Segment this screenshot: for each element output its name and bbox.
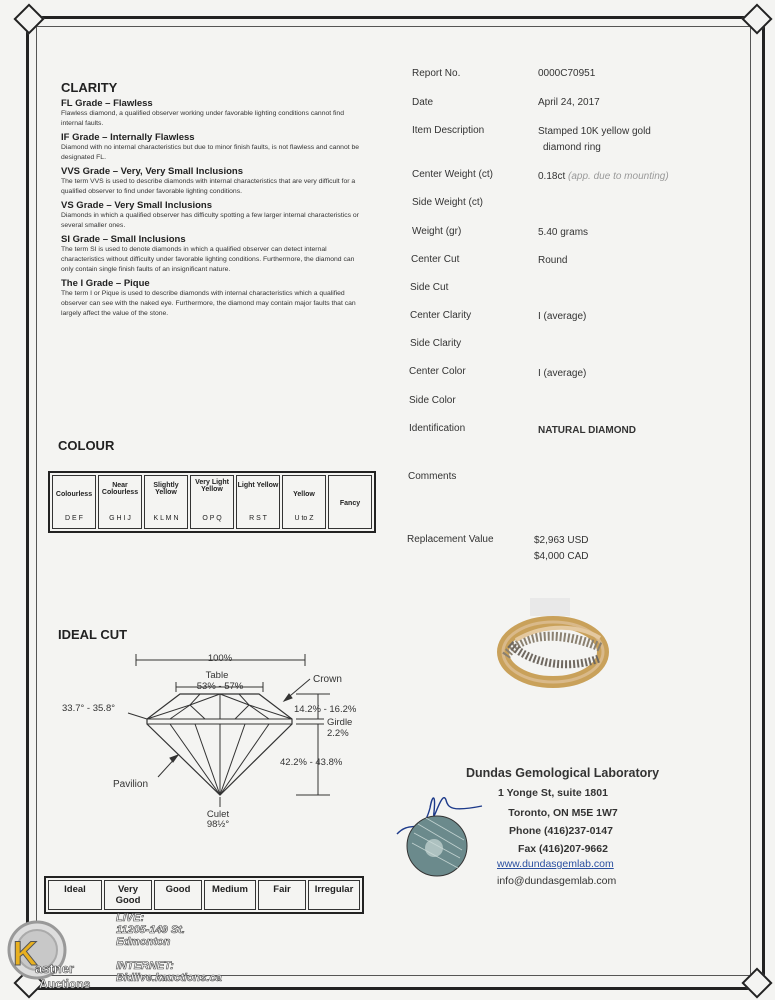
report-label: Side Color — [409, 395, 456, 406]
girdle-pct-label: 2.2% — [327, 728, 349, 739]
report-value: 0.18ct (app. due to mounting) — [538, 171, 669, 182]
lab-address: Toronto, ON M5E 1W7 — [508, 807, 618, 819]
report-label: Replacement Value — [407, 534, 494, 545]
clarity-section — [61, 80, 366, 319]
clarity-title: CLARITY — [61, 80, 118, 95]
colour-cell-letters: O P Q — [202, 515, 222, 522]
live-city: Edmonton — [116, 936, 171, 948]
colour-cell — [282, 475, 326, 529]
clarity-grade — [61, 166, 366, 197]
svg-text:K: K — [13, 935, 38, 973]
colour-cell-label: Yellow — [293, 491, 315, 498]
ring-photo — [496, 596, 612, 690]
colour-cell-letters: D E F — [65, 515, 83, 522]
grade-text: The term I or Pique is used to describe diamonds with internal characteristics which a qualified observer can see with the naked eye. Furthermore, the diamond may contain major faults that can largely affect the value of the stone. — [61, 290, 356, 317]
colour-title: COLOUR — [58, 438, 115, 453]
crown-angle-label: 33.7° - 35.8° — [62, 703, 116, 714]
colour-cell — [52, 475, 96, 529]
colour-cell-letters: G H I J — [109, 515, 131, 522]
internet-label: INTERNET: — [116, 960, 174, 972]
grade-title: SI Grade – Small Inclusions — [61, 234, 186, 245]
report-label: Side Weight (ct) — [412, 197, 483, 208]
watermark-internet-block — [116, 960, 222, 984]
diamond-diagram — [40, 645, 380, 830]
lab-fax: Fax (416)207-9662 — [518, 843, 608, 855]
clarity-grade — [61, 98, 366, 129]
colour-cell-label: Very Light Yellow — [195, 479, 229, 493]
colour-scale-table — [48, 471, 376, 533]
report-label: Center Color — [409, 366, 466, 377]
lab-phone: Phone (416)237-0147 — [509, 825, 613, 837]
cut-grade-cell: Ideal — [48, 880, 102, 910]
cut-grade-cell: Medium — [204, 880, 256, 910]
girdle-label: Girdle — [327, 717, 353, 728]
clarity-grade — [61, 278, 366, 319]
colour-cell-letters: R S T — [249, 515, 267, 522]
report-value: 5.40 grams — [538, 227, 589, 238]
grade-text: The term SI is used to denote diamonds in which a qualified observer can detect internal characteristics without difficulty under favorable lighting conditions. Furthermore, the diamond can only contain single finish faults of an insignificant nature. — [61, 246, 355, 273]
report-label: Comments — [408, 471, 457, 482]
grade-text: Diamonds in which a qualified observer has difficulty spotting a few larger internal characteristics or several smaller ones. — [61, 212, 359, 229]
colour-cell — [98, 475, 142, 529]
live-label: LIVE: — [116, 912, 145, 924]
colour-cell — [190, 475, 234, 529]
colour-cell-letters: U to Z — [294, 515, 314, 522]
lab-name: Dundas Gemological Laboratory — [466, 766, 660, 780]
grade-text: Diamond with no internal characteristics but due to minor finish faults, is not flawless and cannot be designated FL. — [61, 144, 360, 161]
cut-grade-cell: Very Good — [104, 880, 152, 910]
grade-title: VVS Grade – Very, Very Small Inclusions — [61, 166, 243, 177]
report-value: April 24, 2017 — [538, 97, 600, 108]
lab-website-link[interactable]: www.dundasgemlab.com — [497, 858, 614, 870]
lab-seal-signature — [392, 778, 492, 883]
live-address: 11205-149 St. — [116, 924, 185, 936]
total-width-label: 100% — [207, 653, 233, 664]
internet-url[interactable]: Bidlive.kauctions.ca — [116, 972, 222, 984]
grade-text: Flawless diamond, a qualified observer working under favorable lighting conditions cannot find internal faults. — [61, 110, 344, 127]
crown-label: Crown — [313, 674, 342, 685]
report-value: Round — [538, 255, 568, 266]
colour-cell-label: Fancy — [339, 500, 361, 507]
report-value: I (average) — [538, 368, 587, 379]
colour-cell-label: Light Yellow — [237, 482, 279, 489]
report-value-line2: $4,000 CAD — [534, 551, 589, 562]
watermark-live-block — [116, 912, 185, 948]
colour-cell — [328, 475, 372, 529]
colour-cell — [144, 475, 188, 529]
report-value: NATURAL DIAMOND — [538, 425, 636, 436]
report-label: Side Cut — [410, 282, 449, 293]
report-value: $2,963 USD — [534, 535, 589, 546]
grade-title: FL Grade – Flawless — [61, 98, 153, 109]
report-label: Item Description — [412, 125, 485, 136]
lab-email: info@dundasgemlab.com — [497, 875, 617, 887]
pavilion-label: Pavilion — [113, 779, 149, 790]
clarity-grade — [61, 234, 366, 275]
colour-cell-label: Near Colourless — [101, 482, 139, 496]
report-label: Center Cut — [411, 254, 460, 265]
report-value: I (average) — [538, 311, 587, 322]
report-label: Center Weight (ct) — [412, 169, 493, 180]
clarity-grade — [61, 132, 366, 163]
colour-cell — [236, 475, 280, 529]
report-label: Weight (gr) — [412, 226, 462, 237]
grade-title: IF Grade – Internally Flawless — [61, 132, 195, 143]
report-value-line2: diamond ring — [543, 142, 601, 153]
colour-cell-letters: K L M N — [153, 515, 179, 522]
lab-address: 1 Yonge St, suite 1801 — [498, 787, 608, 799]
ideal-cut-title: IDEAL CUT — [58, 627, 128, 642]
report-label: Side Clarity — [410, 338, 462, 349]
pavilion-depth-label: 42.2% - 43.8% — [280, 757, 343, 768]
report-value-note: (app. due to mounting) — [568, 171, 669, 182]
report-value: 0000C70951 — [538, 68, 596, 79]
grade-title: The I Grade – Pique — [61, 278, 150, 289]
svg-text:astner: astner — [35, 961, 75, 976]
colour-cell-label: Colourless — [55, 491, 93, 498]
colour-cell-label: Slightly Yellow — [153, 482, 179, 496]
table-label: Table — [205, 670, 229, 681]
culet-label: Culet — [206, 809, 230, 820]
crown-height-label: 14.2% - 16.2% — [294, 704, 357, 715]
report-label: Identification — [409, 423, 466, 434]
report-label: Date — [412, 97, 434, 108]
cut-grade-cell: Irregular — [308, 880, 360, 910]
grade-title: VS Grade – Very Small Inclusions — [61, 200, 213, 211]
cut-grade-cell: Good — [154, 880, 202, 910]
cut-grade-cell: Fair — [258, 880, 306, 910]
cut-grade-table — [44, 876, 364, 914]
kastner-auctions-logo — [5, 910, 117, 996]
report-label: Report No. — [412, 68, 461, 79]
svg-text:Auctions: Auctions — [39, 977, 91, 991]
culet-pct-label: 98½° — [206, 819, 230, 830]
grade-text: The term VVS is used to describe diamonds with internal characteristics that are very difficult for a qualified observer to find under favorable lighting conditions. — [61, 178, 356, 195]
clarity-grade — [61, 200, 366, 231]
table-pct-label: 53% - 57% — [196, 681, 244, 692]
report-value: Stamped 10K yellow gold — [538, 126, 651, 137]
report-label: Center Clarity — [410, 310, 472, 321]
